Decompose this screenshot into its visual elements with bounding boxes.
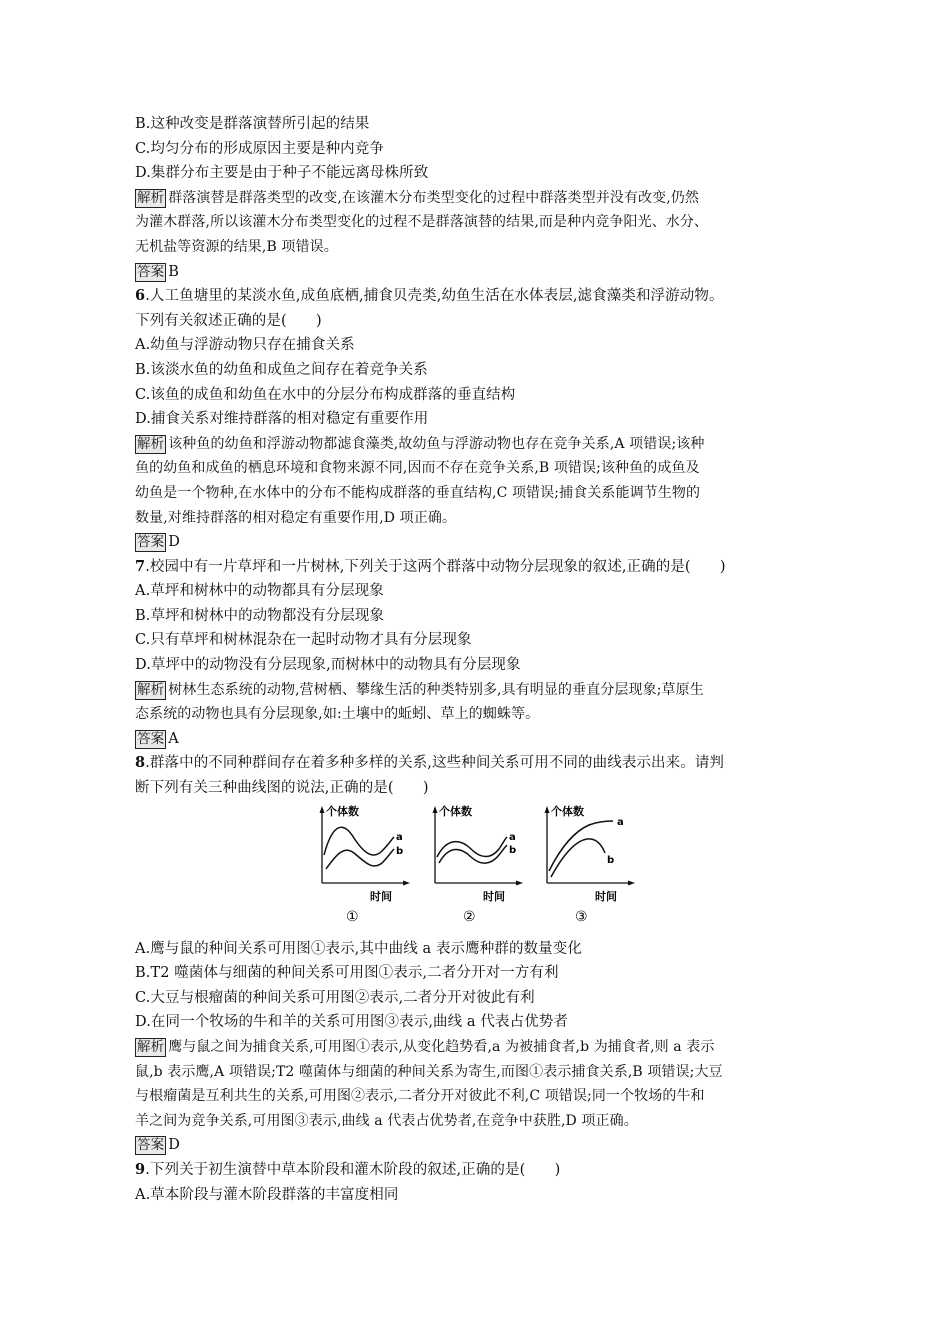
curve-b — [326, 849, 394, 869]
q6-option-c: C.该鱼的成鱼和幼鱼在水中的分层分布构成群落的垂直结构 — [135, 386, 516, 403]
curve-b — [551, 838, 605, 876]
x-axis-arrow — [403, 880, 410, 885]
y-axis-arrow — [433, 806, 438, 813]
q6-number: 6 — [135, 287, 146, 305]
y-axis-label: 个体数 — [326, 804, 359, 818]
curve-b — [439, 845, 507, 863]
q5-option-b: B.这种改变是群落演替所引起的结果 — [135, 116, 370, 132]
q5-explain-line: 为灌木群落,所以该灌木分布类型变化的过程不是群落演替的结果,而是种内竞争阳光、水分、 — [135, 214, 709, 231]
q8-answer: D — [168, 1137, 180, 1154]
q5-option-c: C.均匀分布的形成原因主要是种内竞争 — [135, 140, 384, 157]
answer-label: 答案 — [137, 263, 165, 280]
q6-answer: D — [168, 534, 180, 551]
q7-explanation: 解析 树林生态系统的动物,营树栖、攀缘生活的种类特别多,具有明显的垂直分层现象;草原生 态系统的动物也具有分层现象,如:土壤中的蚯蚓、草上的蜘蛛等。 — [135, 681, 704, 723]
q6-explanation: 解析 该种鱼的幼鱼和浮游动物都滤食藻类,故幼鱼与浮游动物也存在竞争关系,A 项错误;该种 鱼的幼鱼和成鱼的栖息环境和食物来源不同,因而不存在竞争关系,B 项错误;该种鱼的成鱼及 幼鱼是一个物种,在水体中的分布不能构成群落的垂直结构,C 项错误;捕食关系能调节生物的 数量,对维持群落的相对稳定有重要作用,D 项正确。 — [135, 435, 705, 526]
q8-option-a: A.鹰与鼠的种间关系可用图①表示,其中曲线 a 表示鹰种群的数量变化 — [135, 940, 582, 957]
answer-label: 答案 — [137, 730, 165, 747]
panel-label: ② — [463, 908, 476, 925]
q8-number: 8 — [135, 754, 146, 772]
answer-label: 答案 — [137, 1137, 165, 1154]
x-axis-label: 时间 — [483, 889, 505, 903]
x-axis-arrow — [628, 880, 635, 885]
q6-stem: 6.人工鱼塘里的某淡水鱼,成鱼底栖,捕食贝壳类,幼鱼生活在水体表层,滤食藻类和浮游动物。 — [135, 287, 724, 305]
q8-option-d: D.在同一个牧场的牛和羊的关系可用图③表示,曲线 a 代表占优势者 — [135, 1014, 568, 1031]
curve-b-label: b — [607, 854, 615, 866]
q6-stem-cont: 下列有关叙述正确的是( ) — [135, 312, 322, 329]
q5-explain-line: 群落演替是群落类型的改变,在该灌木分布类型变化的过程中群落类型并没有改变,仍然 — [168, 189, 700, 206]
x-axis-label: 时间 — [595, 889, 617, 903]
q8-figure — [135, 803, 825, 933]
q5-explanation — [135, 186, 825, 260]
q6-option-d: D.捕食关系对维持群落的相对稳定有重要作用 — [135, 411, 429, 428]
curve-a-label: a — [509, 831, 516, 843]
y-axis-label: 个体数 — [551, 804, 584, 818]
q5-answer: B — [168, 263, 179, 280]
q5-explain-line: 无机盐等资源的结果,B 项错误。 — [135, 238, 338, 255]
q8-explanation: 解析 鹰与鼠之间为捕食关系,可用图①表示,从变化趋势看,a 为被捕食者,b 为捕食者,则 a 表示 鼠,b 表示鹰,A 项错误;T2 噬菌体与细菌的种间关系为寄生,而图①表示捕食关系,B 项错误;大豆 与根瘤菌是互利共生的关系,可用图②表示,二者分开对彼此不利,C 项错误;同一个牧场的牛和 羊之间为竞争关系,可用图③表示,曲线 a 代表占优势者,在竞争中获胜,D 项正确。 — [135, 1039, 723, 1129]
q8-option-c: C.大豆与根瘤菌的种间关系可用图②表示,二者分开对彼此有利 — [135, 989, 535, 1006]
panel-label: ① — [346, 908, 359, 925]
panel-label: ③ — [575, 908, 588, 925]
q9-number: 9 — [135, 1160, 146, 1178]
document-page — [135, 112, 825, 1207]
curve-chart-3 — [535, 803, 655, 931]
q8-stem-cont: 断下列有关三种曲线图的说法,正确的是( ) — [135, 780, 429, 797]
q9-option-a: A.草本阶段与灌木阶段群落的丰富度相同 — [135, 1186, 399, 1203]
explain-label: 解析 — [137, 189, 165, 206]
answer-label: 答案 — [137, 534, 165, 551]
y-axis-arrow — [545, 806, 550, 813]
q6-option-b: B.该淡水鱼的幼鱼和成鱼之间存在着竞争关系 — [135, 361, 428, 378]
q8-option-b: B.T2 噬菌体与细菌的种间关系可用图①表示,二者分开对一方有利 — [135, 965, 559, 982]
curve-chart-2 — [423, 803, 543, 931]
q7-option-b: B.草坪和树林中的动物都没有分层现象 — [135, 607, 385, 624]
explain-label: 解析 — [137, 435, 165, 452]
q5-option-d: D.集群分布主要是由于种子不能远离母株所致 — [135, 165, 429, 182]
explain-label: 解析 — [137, 1039, 165, 1055]
q7-option-d: D.草坪中的动物没有分层现象,而树林中的动物具有分层现象 — [135, 657, 521, 674]
q7-option-a: A.草坪和树林中的动物都具有分层现象 — [135, 583, 384, 600]
curve-a-label: a — [617, 816, 624, 828]
y-axis-label: 个体数 — [439, 804, 472, 818]
q8-stem: 8.群落中的不同种群间存在着多种多样的关系,这些种间关系可用不同的曲线表示出来。请判 — [135, 754, 725, 772]
q7-answer: A — [168, 730, 179, 747]
curve-b-label: b — [509, 844, 517, 856]
curve-a-label: a — [396, 831, 403, 843]
curve-chart-1 — [310, 803, 430, 931]
q7-option-c: C.只有草坪和树林混杂在一起时动物才具有分层现象 — [135, 632, 472, 649]
q6-option-a: A.幼鱼与浮游动物只存在捕食关系 — [135, 337, 355, 354]
q9-stem: 9.下列关于初生演替中草本阶段和灌木阶段的叙述,正确的是( ) — [135, 1160, 561, 1178]
x-axis-arrow — [516, 880, 523, 885]
explain-label: 解析 — [137, 681, 165, 698]
y-axis-arrow — [320, 806, 325, 813]
curve-a — [437, 837, 507, 857]
q7-stem: 7.校园中有一片草坪和一片树林,下列关于这两个群落中动物分层现象的叙述,正确的是( ) — [135, 557, 726, 575]
x-axis-label: 时间 — [370, 889, 392, 903]
curve-b-label: b — [396, 845, 404, 857]
q7-number: 7 — [135, 557, 146, 575]
curve-a — [324, 827, 394, 855]
